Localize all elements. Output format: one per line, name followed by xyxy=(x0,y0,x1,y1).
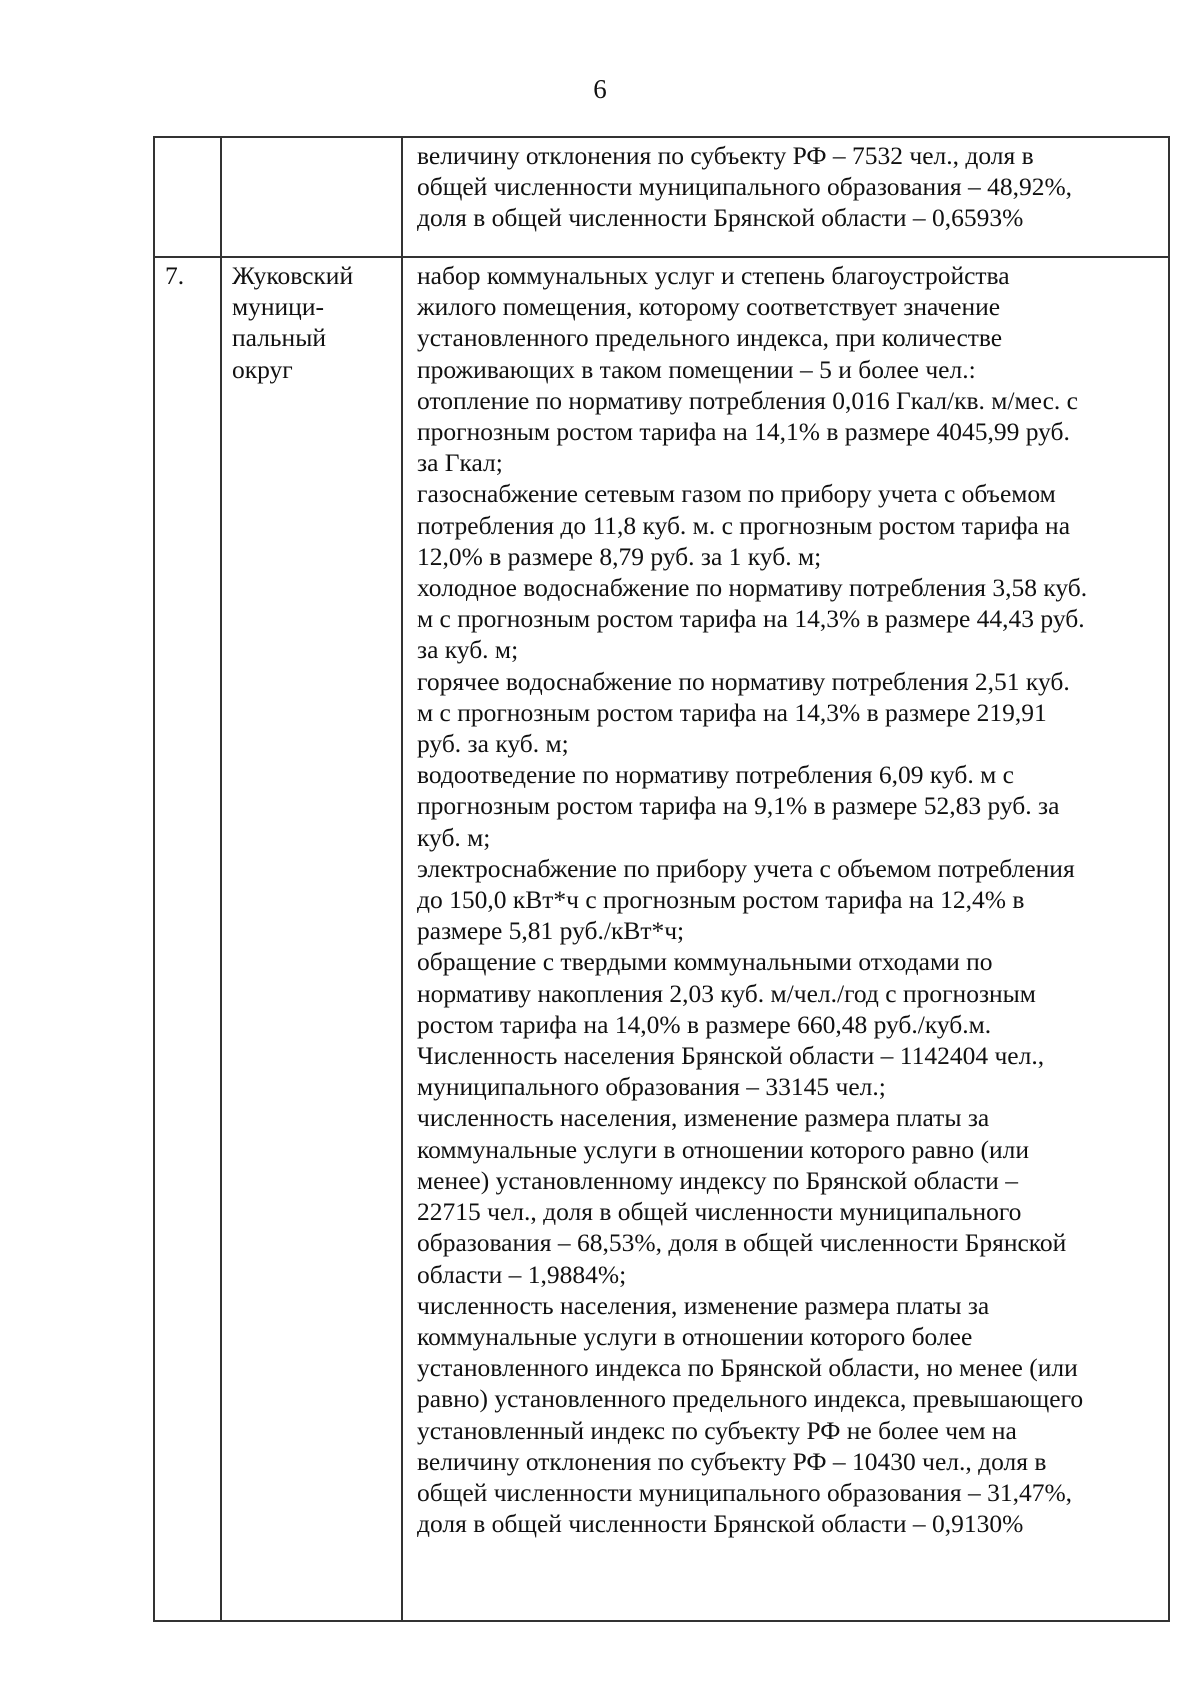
text-line: Численность населения Брянской области – 1142404 чел., xyxy=(417,1041,1045,1071)
municipality-name-cell xyxy=(221,137,402,257)
text-line: Жуковский xyxy=(232,261,354,290)
text-line: величину отклонения по субъекту РФ – 7532 чел., доля в xyxy=(417,141,1034,170)
description-cell xyxy=(402,257,1169,1621)
text-line: прогнозным ростом тарифа на 9,1% в размере 52,83 руб. за xyxy=(417,791,1060,821)
document-table xyxy=(153,136,1170,1622)
text-line: горячее водоснабжение по нормативу потребления 2,51 куб. xyxy=(417,666,1070,696)
text-line: за Гкал; xyxy=(417,448,503,478)
text-line: прогнозным ростом тарифа на 14,1% в размере 4045,99 руб. xyxy=(417,417,1070,447)
text-line: водоотведение по нормативу потребления 6,09 куб. м с xyxy=(417,760,1014,790)
text-line: установленного индекса по Брянской области, но менее (или xyxy=(417,1353,1078,1383)
text-line: ростом тарифа на 14,0% в размере 660,48 руб./куб.м. xyxy=(417,1009,992,1039)
text-line: округ xyxy=(232,354,293,384)
row-number-cell xyxy=(154,137,221,257)
text-line: обращение с твердыми коммунальными отходами по xyxy=(417,947,993,977)
text-line: куб. м; xyxy=(417,822,491,852)
table-row-continuation xyxy=(154,137,1169,257)
text-line: установленного предельного индекса, при количестве xyxy=(417,323,1003,353)
text-line: коммунальные услуги в отношении которого более xyxy=(417,1321,973,1351)
municipality-name xyxy=(222,258,401,385)
text-line: коммунальные услуги в отношении которого равно (или xyxy=(417,1134,1029,1164)
municipality-name xyxy=(222,138,401,140)
row-number-cell xyxy=(154,257,221,1621)
municipality-name-cell xyxy=(221,257,402,1621)
text-line: муници- xyxy=(232,292,324,322)
text-line: численность населения, изменение размера платы за xyxy=(417,1290,990,1320)
text-line: пальный xyxy=(232,323,326,353)
text-line: жилого помещения, которому соответствует значение xyxy=(417,292,1001,322)
text-line: общей численности муниципального образования – 48,92%, xyxy=(417,172,1073,202)
table-row-7 xyxy=(154,257,1169,1621)
text-line: общей численности муниципального образования – 31,47%, xyxy=(417,1477,1073,1507)
text-line: проживающих в таком помещении – 5 и более чел.: xyxy=(417,354,976,384)
text-line: 12,0% в размере 8,79 руб. за 1 куб. м; xyxy=(417,541,822,571)
text-line: численность населения, изменение размера платы за xyxy=(417,1103,990,1133)
text-line: м с прогнозным ростом тарифа на 14,3% в размере 44,43 руб. xyxy=(417,604,1085,634)
description-text xyxy=(403,138,1168,234)
text-line: 22715 чел., доля в общей численности муниципального xyxy=(417,1197,1022,1227)
text-line: за куб. м; xyxy=(417,635,519,665)
text-line: образования – 68,53%, доля в общей численности Брянской xyxy=(417,1228,1067,1258)
text-line: газоснабжение сетевым газом по прибору учета с объемом xyxy=(417,479,1056,509)
text-line: величину отклонения по субъекту РФ – 10430 чел., доля в xyxy=(417,1446,1047,1476)
text-line: установленный индекс по субъекту РФ не более чем на xyxy=(417,1415,1017,1445)
text-line: размере 5,81 руб./кВт*ч; xyxy=(417,916,685,946)
text-line: менее) установленному индексу по Брянской области – xyxy=(417,1165,1018,1195)
text-line: нормативу накопления 2,03 куб. м/чел./год с прогнозным xyxy=(417,978,1036,1008)
text-line: доля в общей численности Брянской области – 0,9130% xyxy=(417,1509,1024,1539)
text-line: электроснабжение по прибору учета с объемом потребления xyxy=(417,853,1075,883)
text-line: муниципального образования – 33145 чел.; xyxy=(417,1072,886,1102)
text-line: доля в общей численности Брянской области – 0,6593% xyxy=(417,203,1024,233)
row-number xyxy=(155,138,220,140)
text-line: м с прогнозным ростом тарифа на 14,3% в размере 219,91 xyxy=(417,697,1047,727)
text-line: области – 1,9884%; xyxy=(417,1259,627,1289)
text-line: отопление по нормативу потребления 0,016 Гкал/кв. м/мес. с xyxy=(417,385,1078,415)
text-line: холодное водоснабжение по нормативу потребления 3,58 куб. xyxy=(417,573,1088,603)
text-line: потребления до 11,8 куб. м. с прогнозным ростом тарифа на xyxy=(417,510,1071,540)
page-number: 6 xyxy=(593,74,607,104)
text-line: набор коммунальных услуг и степень благоустройства xyxy=(417,261,1010,290)
text-line: до 150,0 кВт*ч с прогнозным ростом тарифа на 12,4% в xyxy=(417,885,1025,915)
text-line: равно) установленного предельного индекса, превышающего xyxy=(417,1384,1084,1414)
description-cell xyxy=(402,137,1169,257)
row-number: 7. xyxy=(165,261,185,290)
description-text xyxy=(403,258,1168,1539)
text-line: руб. за куб. м; xyxy=(417,729,569,759)
